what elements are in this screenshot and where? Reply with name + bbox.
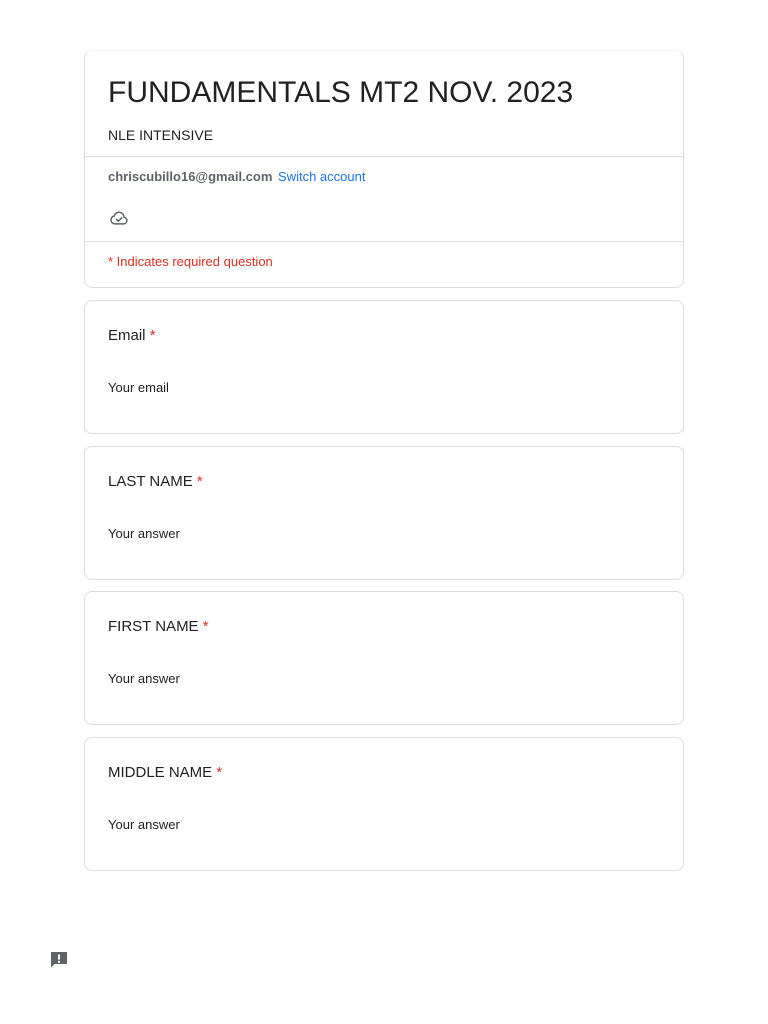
required-star: * [149, 327, 156, 344]
question-card-middle-name [84, 737, 684, 871]
question-title: LAST NAME [108, 473, 193, 490]
header-divider-top [85, 156, 683, 157]
first-name-input[interactable] [108, 664, 408, 692]
form-header-card [84, 50, 684, 288]
question-card-last-name [84, 446, 684, 580]
header-divider-bottom [85, 241, 683, 242]
required-star: * [196, 473, 203, 490]
question-card-first-name [84, 591, 684, 725]
required-note: * Indicates required question [108, 254, 273, 269]
question-title: MIDDLE NAME [108, 764, 213, 781]
cloud-saved-icon [108, 208, 130, 228]
question-title: FIRST NAME [108, 618, 199, 635]
question-label [108, 326, 156, 346]
required-star: * [216, 764, 223, 781]
account-row [108, 168, 365, 186]
form-description: NLE INTENSIVE [108, 127, 214, 143]
question-card-email [84, 300, 684, 434]
question-label [108, 617, 209, 637]
switch-account-link[interactable]: Switch account [278, 169, 366, 184]
form-title: FUNDAMENTALS MT2 NOV. 2023 [108, 76, 574, 109]
account-email: chriscubillo16@gmail.com [108, 169, 273, 184]
last-name-input[interactable] [108, 519, 408, 547]
question-title: Email [108, 327, 146, 344]
email-input[interactable] [108, 373, 408, 401]
report-feedback-icon[interactable] [49, 950, 69, 970]
middle-name-input[interactable] [108, 810, 408, 838]
required-star: * [202, 618, 209, 635]
question-label [108, 472, 203, 492]
question-label [108, 763, 222, 783]
